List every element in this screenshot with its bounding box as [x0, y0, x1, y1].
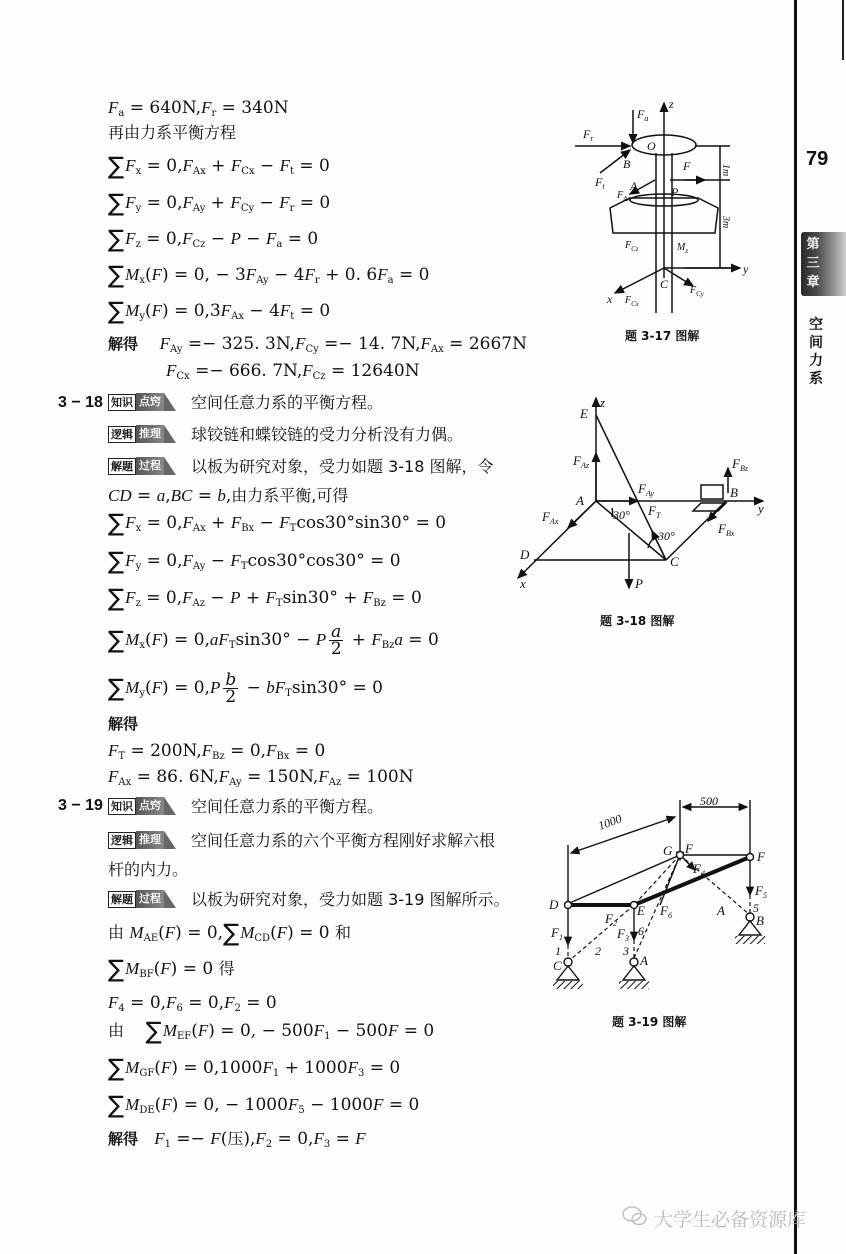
- equation-sum-mx: $\sum M_x(F) = 0$, − $3F_{Ay} - 4F_r + 0$. $6F_a = 0$: [108, 261, 430, 289]
- tag-knowledge-3-19: 知识 点窍: [108, 797, 176, 815]
- page-number: 79: [806, 148, 829, 170]
- svg-text:30°: 30°: [613, 508, 630, 522]
- figure-3-19-caption: 题 3-19 图解: [612, 1015, 687, 1029]
- chapter-title: 空间力系: [809, 317, 823, 387]
- equation-3-18-fy: $\sum F_y = 0,F_{Ay} - F_T\cos 30^\circ\cos 30^\circ = 0$: [108, 547, 401, 575]
- equation-sum-fy: $\sum F_y = 0,F_{Ay} + F_{Cy} - F_r = 0$: [108, 189, 331, 217]
- figure-3-18: [508, 393, 773, 593]
- figure-3-17-caption: 题 3-17 图解: [625, 329, 700, 343]
- watermark-text: 大学生必备资源库: [654, 1209, 807, 1231]
- tag-logic-3-19: 逻辑 推理: [108, 831, 176, 849]
- svg-text:B: B: [623, 157, 631, 171]
- step-3-19-2: $\sum M_{BF}(F) = 0$ 得: [108, 955, 235, 983]
- equation-3-18-my: $\sum M_y(F) = 0,P$ $\frac{b}{2}$ − $bF_T\sin 30^\circ = 0$: [108, 670, 383, 707]
- solve-label: 解得: [108, 335, 139, 353]
- svg-text:B: B: [730, 485, 738, 500]
- svg-text:F5: $F_5$: [755, 883, 767, 900]
- equation-3-19-mde: $\sum M_{DE}(F) = 0$, − $1000F_5 - 1000F = 0$: [108, 1091, 420, 1119]
- svg-text:6: 6: [638, 924, 644, 938]
- svg-text:FCy: $F_{Cy}$: [690, 285, 704, 298]
- svg-text:FT: $F_T$: [648, 503, 661, 520]
- svg-text:E: E: [580, 406, 588, 421]
- svg-text:C: C: [553, 958, 562, 973]
- solve-label-3-18: 解得: [108, 715, 139, 733]
- svg-text:x: x: [607, 292, 613, 306]
- svg-text:O: O: [647, 139, 656, 153]
- result-line-1: 解得 $F_{Ay} =- 325$. $3N,F_{Cy} =- 14$. $7N,F_{Ax} = 2667N$: [108, 334, 527, 355]
- knowledge-text-3-19: 空间任意力系的平衡方程。: [191, 797, 384, 816]
- svg-text:FAz: $F_{Az}$: [573, 453, 589, 470]
- svg-text:D: D: [520, 547, 530, 562]
- given-values: $F_a = 640N,F_r = 340N$: [108, 98, 289, 119]
- svg-text:F: F: [683, 159, 691, 173]
- svg-text:FBz: $F_{Bz}$: [732, 456, 748, 473]
- svg-text:500: 500: [700, 795, 718, 808]
- page-edge-rule: [842, 0, 844, 60]
- svg-text:x: x: [520, 576, 526, 591]
- process-text-3-18: 以板为研究对象，受力如题 3-18 图解，令: [191, 457, 494, 476]
- svg-text:A: A: [630, 179, 638, 193]
- logic-text-3-19-cont: 杆的内力。: [108, 860, 189, 879]
- equation-3-18-fx: $\sum F_x = 0,F_{Ax} + F_{Bx} - F_T\cos 30^\circ\sin 30^\circ = 0$: [108, 509, 447, 537]
- equation-sum-my: $\sum M_y(F) = 0,3F_{Ax} - 4F_t = 0$: [108, 297, 331, 325]
- intro-text: 再由力系平衡方程: [108, 123, 237, 142]
- result-3-18-line-1: $F_T = 200N,F_{Bz} = 0,F_{Bx} = 0$: [108, 741, 326, 762]
- svg-text:P: P: [671, 185, 679, 199]
- svg-text:30°: 30°: [658, 529, 675, 543]
- svg-text:z: z: [669, 98, 674, 111]
- svg-text:Fr: $F_r$: [583, 127, 594, 143]
- svg-text:3m: 3m: [720, 216, 731, 229]
- logic-text-3-19: 空间任意力系的六个平衡方程刚好求解六根: [191, 831, 496, 850]
- wechat-icon: [622, 1205, 648, 1232]
- svg-text:2: 2: [595, 944, 601, 958]
- equation-3-18-mx: $\sum M_x(F) = 0,aF_T\sin 30^\circ - P$ $\frac{a}{2}$ + $F_{Bz}a = 0$: [108, 622, 439, 659]
- svg-text:A: A: [640, 953, 648, 968]
- svg-text:Mz: $M_z$: [677, 242, 689, 255]
- figure-3-17: [575, 98, 775, 313]
- svg-text:F4: $F_4$: [693, 861, 705, 878]
- figure-3-19: [545, 795, 785, 995]
- equation-3-19-mgf: $\sum M_{GF}(F) = 0,1000F_1 + 1000F_3 = 0$: [108, 1054, 401, 1082]
- result-3-18-line-2: $F_{Ax} = 86$. $6N,F_{Ay} = 150N,F_{Az} = 100N$: [108, 767, 414, 788]
- svg-text:F1: $F_1$: [551, 925, 563, 942]
- tag-process-3-19: 解题 过程: [108, 890, 176, 908]
- svg-text:z: z: [600, 395, 606, 410]
- tag-process-3-18: 解题 过程: [108, 457, 176, 475]
- process-text-3-19: 以板为研究对象，受力如题 3-19 图解所示。: [191, 890, 510, 909]
- svg-text:A: A: [576, 493, 584, 508]
- svg-text:1000: 1000: [596, 811, 624, 833]
- step-3-19-1: 由 $M_{AE}(F) = 0,\sum M_{CD}(F) = 0$ 和: [108, 919, 352, 947]
- svg-text:B: B: [756, 913, 764, 928]
- problem-number-3-19: 3 − 19: [58, 797, 103, 814]
- svg-text:y: y: [758, 501, 764, 516]
- svg-text:C: C: [660, 277, 669, 291]
- svg-text:C: C: [670, 554, 679, 569]
- equation-3-18-fz: $\sum F_z = 0,F_{Az} - P + F_T\sin 30^\circ + F_{Bz} = 0$: [108, 584, 422, 612]
- knowledge-text-3-18: 空间任意力系的平衡方程。: [191, 393, 384, 412]
- tag-knowledge-3-18: 知识 点窍: [108, 393, 176, 411]
- svg-text:FCx: $F_{Cx}$: [625, 295, 639, 308]
- svg-text:P: P: [635, 576, 643, 591]
- svg-text:3: 3: [623, 944, 629, 958]
- equation-sum-fx: $\sum F_x = 0,F_{Ax} + F_{Cx} - F_t = 0$: [108, 152, 330, 180]
- svg-text:Ft: $F_t$: [595, 175, 605, 191]
- svg-text:1: 1: [555, 944, 561, 958]
- page-margin-rule: [794, 0, 797, 1254]
- setup-text-3-18: CD = a,BC = b,由力系平衡,可得: [108, 486, 349, 506]
- equation-sum-fz: $\sum F_z = 0,F_{Cz} - P - F_a = 0$: [108, 225, 319, 253]
- problem-number-3-18: 3 − 18: [58, 394, 103, 411]
- zeros-3-19: $F_4 = 0,F_6 = 0,F_2 = 0$: [108, 993, 277, 1014]
- svg-text:1m: 1m: [720, 164, 731, 177]
- svg-text:F: F: [685, 841, 693, 856]
- watermark: [622, 1205, 806, 1232]
- svg-text:FCz: $F_{Cz}$: [625, 240, 639, 253]
- svg-text:FAx: $F_{Ax}$: [617, 190, 631, 203]
- chapter-tab: [801, 232, 846, 296]
- svg-text:Fa: $F_a$: [637, 107, 649, 123]
- logic-text-3-18: 球铰链和蝶铰链的受力分析没有力偶。: [191, 425, 464, 444]
- svg-text:A: A: [717, 903, 725, 918]
- tag-logic-3-18: 逻辑 推理: [108, 425, 176, 443]
- svg-text:D: D: [549, 897, 559, 912]
- svg-text:y: y: [743, 262, 749, 276]
- chapter-tab-label: 第三章: [806, 237, 820, 290]
- svg-text:FBx: $F_{Bx}$: [718, 521, 735, 538]
- figure-3-18-caption: 题 3-18 图解: [600, 614, 675, 628]
- result-line-2: $F_{Cx} =- 666$. $7N,F_{Cz} = 12640N$: [166, 361, 420, 382]
- svg-text:F2: $F_2$: [605, 911, 617, 928]
- svg-text:5: 5: [753, 901, 759, 915]
- svg-text:F6: $F_6$: [660, 903, 672, 920]
- result-3-19: 解得 $F_1 =- F$(压)$,F_2 = 0,F_3 = F$: [108, 1129, 366, 1150]
- svg-text:FAy: $F_{Ay}$: [638, 481, 654, 498]
- svg-text:FAx: $F_{Ax}$: [542, 509, 559, 526]
- svg-text:E: E: [637, 903, 645, 918]
- equation-3-19-mef: 由 $\sum M_{EF}(F) = 0$, − $500F_1 - 500F = 0$: [108, 1017, 435, 1045]
- svg-text:F: F: [757, 849, 765, 864]
- svg-text:G: G: [663, 843, 673, 858]
- svg-text:F3: $F_3$: [617, 926, 629, 943]
